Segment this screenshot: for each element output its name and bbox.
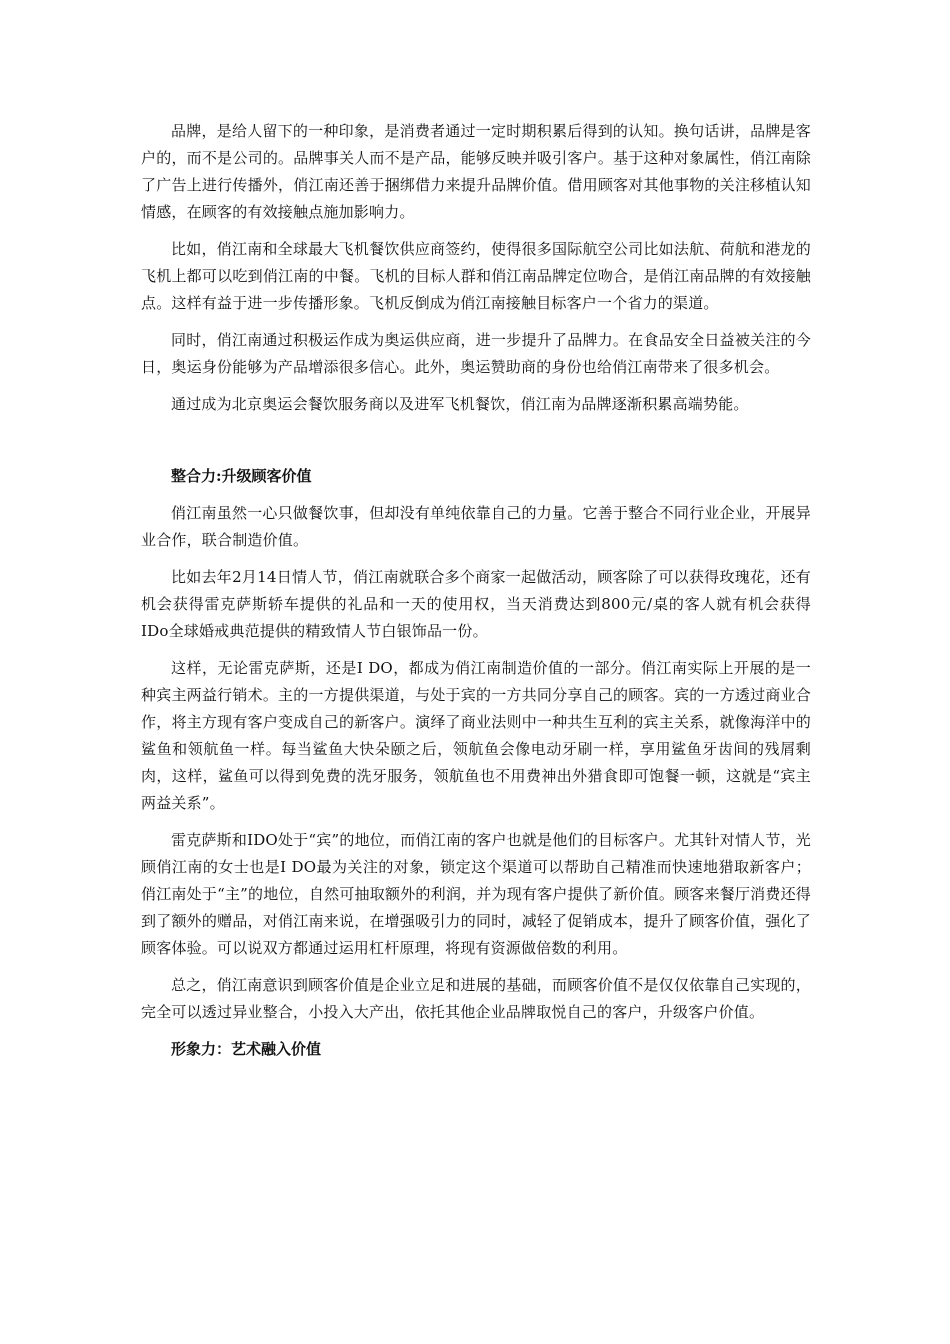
section-heading-integration: 整合力:升级顾客价值 [171,467,312,485]
paragraph-olympic-supplier: 同时，俏江南通过积极运作成为奥运供应商，进一步提升了品牌力。在食品安全日益被关注的今日，奥运身份能够为产品增添很多信心。此外，奥运赞助商的身份也给俏江南带来了很多机会。 [141,331,811,376]
paragraph-guest-role: 雷克萨斯和IDO处于“宾”的地位，而俏江南的客户也就是他们的目标客户。尤其针对情人节，光顾俏江南的女士也是I DO最为关注的对象，锁定这个渠道可以帮助自己精准而快速地猎取新客户；俏江南处于“主”的地位，自然可抽取额外的利润，并为现有客户提供了新价值。顾客来餐厅消费还得到了额外的赠品，对俏江南来说，在增强吸引力的同时，减轻了促销成本，提升了顾客价值，强化了顾客体验。可以说双方都通过运用杠杆原理，将现有资源做倍数的利用。 [141,831,811,957]
paragraph-high-end-momentum: 通过成为北京奥运会餐饮服务商以及进军飞机餐饮，俏江南为品牌逐渐积累高端势能。 [171,395,749,413]
paragraph-brand-definition: 品牌，是给人留下的一种印象，是消费者通过一定时期积累后得到的认知。换句话讲，品牌是客户的，而不是公司的。品牌事关人而不是产品，能够反映并吸引客户。基于这种对象属性，俏江南除了广告上进行传播外，俏江南还善于捆绑借力来提升品牌价值。借用顾客对其他事物的关注移植认知情感，在顾客的有效接触点施加影响力。 [141,122,811,221]
paragraph-valentines-event: 比如去年2月14日情人节，俏江南就联合多个商家一起做活动，顾客除了可以获得玫瑰花，还有机会获得雷克萨斯轿车提供的礼品和一天的使用权，当天消费达到800元/桌的客人就有机会获得IDo全球婚戒典范提供的精致情人节白银饰品一份。 [141,568,811,640]
paragraph-airline-catering: 比如，俏江南和全球最大飞机餐饮供应商签约，使得很多国际航空公司比如法航、荷航和港龙的飞机上都可以吃到俏江南的中餐。飞机的目标人群和俏江南品牌定位吻合，是俏江南品牌的有效接触点。这样有益于进一步传播形象。飞机反倒成为俏江南接触目标客户一个省力的渠道。 [141,240,811,312]
section-heading-image: 形象力：艺术融入价值 [171,1040,322,1058]
paragraph-cross-industry: 俏江南虽然一心只做餐饮事，但却没有单纯依靠自己的力量。它善于整合不同行业企业，开展异业合作，联合制造价值。 [141,504,811,549]
paragraph-summary: 总之，俏江南意识到顾客价值是企业立足和进展的基础，而顾客价值不是仅仅依靠自己实现的，完全可以透过异业整合，小投入大产出，依托其他企业品牌取悦自己的客户，升级客户价值。 [141,976,811,1021]
document-body [141,118,811,1073]
paragraph-host-guest-marketing: 这样，无论雷克萨斯，还是I DO，都成为俏江南制造价值的一部分。俏江南实际上开展的是一种宾主两益行销术。主的一方提供渠道，与处于宾的一方共同分享自己的顾客。宾的一方透过商业合作，将主方现有客户变成自己的新客户。演绎了商业法则中一种共生互利的宾主关系，就像海洋中的鲨鱼和领航鱼一样。每当鲨鱼大快朵颐之后，领航鱼会像电动牙刷一样，享用鲨鱼牙齿间的残屑剩肉，这样，鲨鱼可以得到免费的洗牙服务，领航鱼也不用费神出外猎食即可饱餐一顿，这就是“宾主两益关系”。 [141,659,811,812]
